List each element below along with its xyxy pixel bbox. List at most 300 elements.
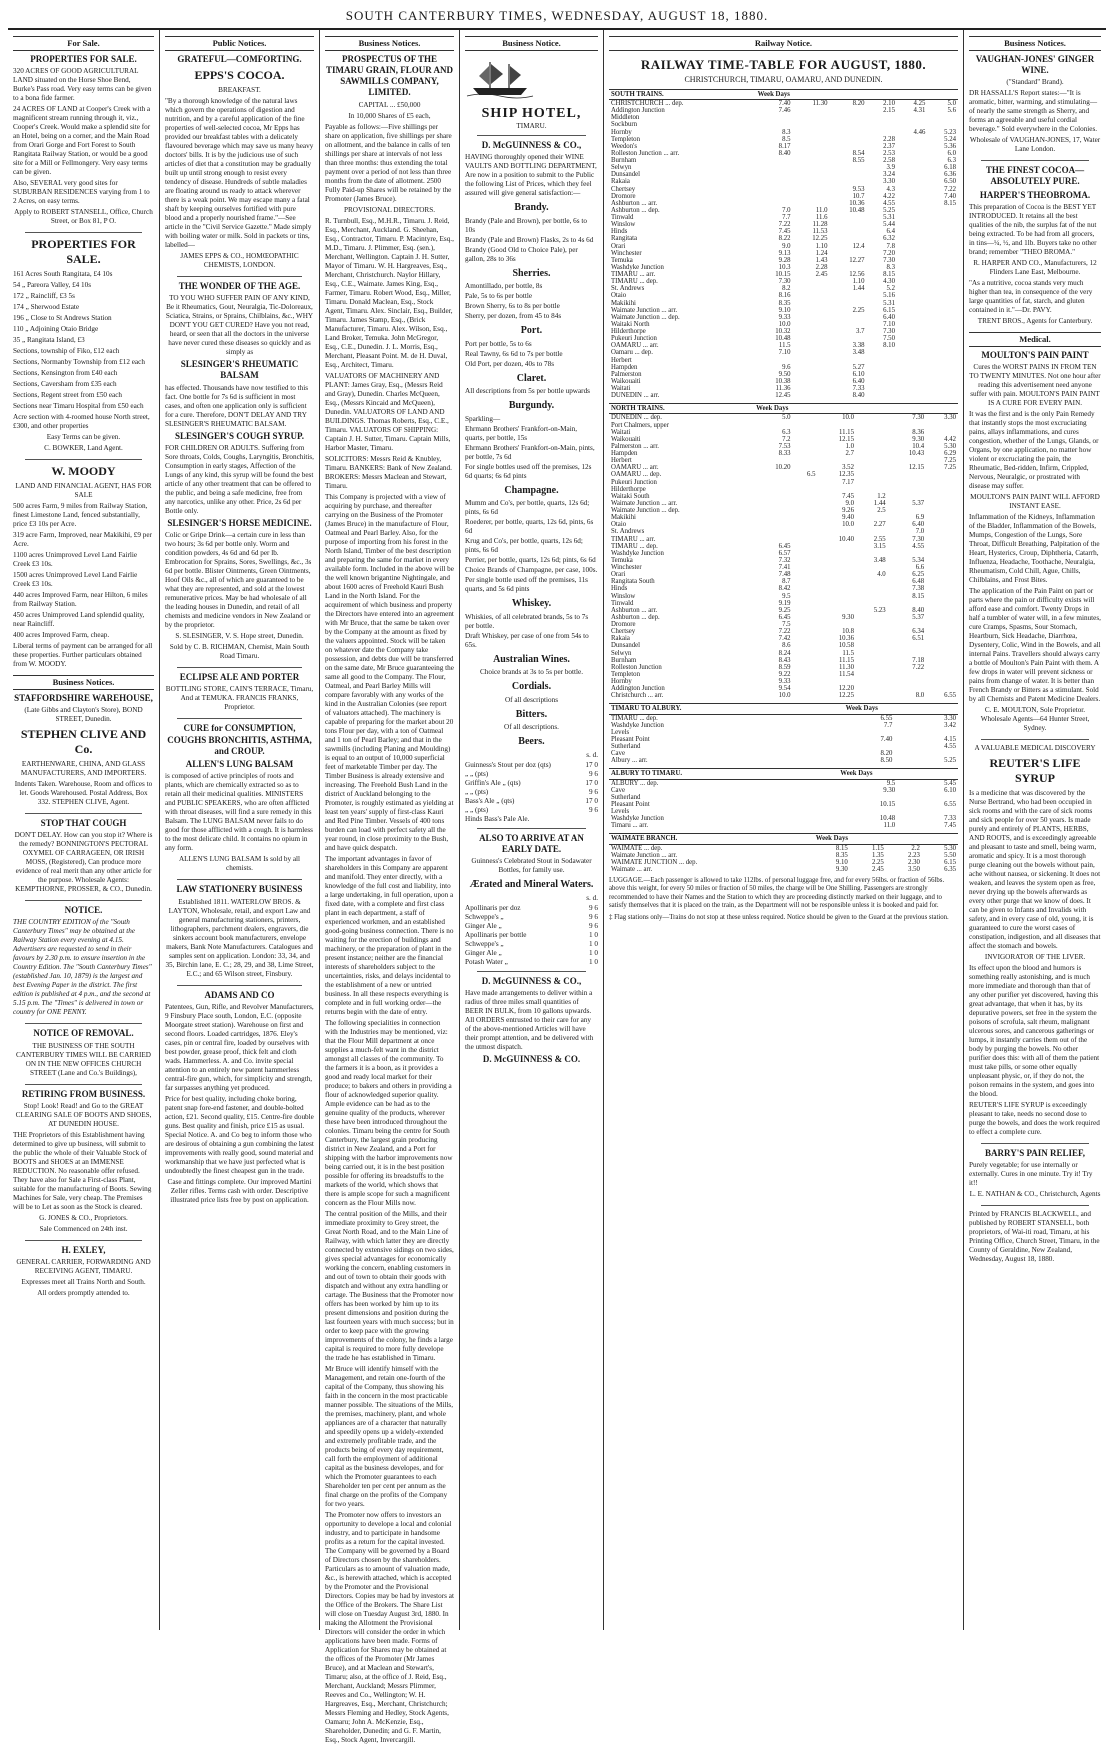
- train-time: [793, 464, 818, 471]
- train-time: [856, 635, 888, 642]
- section-header: Business Notices.: [325, 36, 454, 51]
- train-time: 10.48: [775, 335, 791, 343]
- train-time: 10.7: [852, 192, 865, 200]
- train-time: 6.9: [915, 514, 925, 522]
- train-time: [756, 178, 793, 185]
- albury-timaru-body: [609, 779, 958, 829]
- train-time: [897, 328, 927, 335]
- station-name: Christchurch ... arr.: [611, 692, 664, 700]
- ad-title: RETIRING FROM BUSINESS.: [21, 1088, 146, 1099]
- list-item: 400 acres Improved Farm, cheap.: [13, 630, 110, 639]
- train-time: [926, 628, 958, 635]
- train-time: [897, 250, 927, 257]
- train-time: 3.7: [856, 328, 865, 335]
- price-item: Brandy (Pale and Brown) Flasks, 2s to 4s 6d: [465, 235, 594, 244]
- ad-text: ALLEN'S LUNG BALSAM Is sold by all chemists.: [178, 855, 301, 873]
- train-time: 9.10: [835, 858, 848, 866]
- price-section-title: Sherries.: [512, 267, 551, 279]
- train-time: [888, 507, 926, 514]
- table-row: [609, 521, 958, 528]
- ad-text: Stop! Look! Read! and Go to the GREAT CLEARING SALE OF BOOTS AND SHOES, AT DUNEDIN HOUSE.: [15, 1101, 152, 1128]
- station-name: TIMARU ... arr.: [611, 271, 656, 278]
- station-name: Waitati: [611, 385, 631, 392]
- price-name: Apollinaris per doz: [465, 903, 521, 912]
- train-time: [754, 457, 792, 464]
- train-time: [888, 486, 926, 493]
- train-time: [818, 621, 856, 628]
- train-time: [793, 600, 818, 607]
- train-time: [897, 285, 927, 292]
- train-time: 3.52: [842, 464, 854, 472]
- section-header: Public Notices.: [165, 36, 314, 51]
- table-header: SOUTH TRAINS.: [609, 89, 756, 99]
- price-item: Mumm and Co's, per bottle, quarts, 12s 6d; pints, 6s 6d: [465, 499, 590, 517]
- train-time: 12.25: [812, 235, 828, 243]
- ad-text: Sold by C. B. RICHMAN, Chemist, Main South Road Timaru.: [169, 643, 310, 661]
- train-time: [926, 607, 958, 614]
- train-time: [888, 457, 926, 464]
- train-time: [897, 278, 927, 285]
- train-time: [856, 443, 888, 450]
- train-time: [754, 521, 792, 528]
- station-name: Sutherland: [611, 793, 641, 801]
- train-time: [897, 822, 909, 829]
- station-name: Addington Junction: [611, 685, 665, 693]
- train-time: [844, 729, 895, 736]
- train-time: [888, 471, 926, 478]
- table-row: [609, 528, 958, 535]
- train-time: 12.15: [908, 464, 925, 472]
- section-header: Business Notices.: [969, 36, 1101, 51]
- train-time: [927, 392, 958, 399]
- station-name: Hampden: [611, 363, 638, 371]
- train-time: [793, 514, 818, 521]
- train-time: 10.15: [775, 271, 791, 278]
- price-item: Per single bottle used off the premises, 11s quarts, and 5s 6d pints: [465, 576, 588, 594]
- train-time: 9.33: [778, 313, 791, 321]
- train-time: [926, 429, 958, 436]
- table-row: [609, 779, 958, 787]
- ad-text: This Company is projected with a view of acquiring by purchase, and thereafter carrying on the Business of the Promoter (James Bruce) in the manufacture of Flour, Oatmeal and Pearl Barley. Also, for the purpose of importing from his forest in the North Island, Timber of the best description and preparing the same for market in every available form. Included in the above will be the well known brigantine Nightingale, and about 1600 acres of Freehold Kauri Bush Land in the North Island. For the acquirement of which business and property the Directors have entered into an agreement with Mr Bruce, that the same be taken over by the Company at the amount as fixed by the valuers appointed. Stock will be taken on whatever date the Company take possession, and debts due will be transferred on the same date, Mr Bruce guaranteeing the same all good to the Company. The Flour, Oatmeal, and Pearl Barley Mills will compare favorably with any works of the kind in the Australian Colonies (see report of valuators attached). The machinery is capable of preparing for the market about 20 tons Flour per day, with a ton of Oatmeal and 1 ton of Pearl Barley; and that in the sawmills (including Planing and Moulding) is equal to an output of 10,000 superficial feet of marketable Timber per day. The Timber Business is already extensive and increasing. The Freehold Bush Land in the district of Auckland belonging to the Promoter, is roughly estimated as yielding at least ten years' supply of first-class Kauri and Red Pine Timber. Vessels of 400 tons burden can load with perfect safety all the year round, in close proximity to the Bush, and have quick despatch.: [325, 492, 454, 852]
- train-time: 9.30: [842, 613, 854, 621]
- ad-text: Established 1811. WATERLOW BROS. & LAYTON, Wholesale, retail, and export Law and general manufacturing stationers, printers, lithographers, parchment dealers, engravers, die sinkers account book manufacturers, envelope makers, Bank Note Manufacturers. Catalogues and samples sent on application. London: 33, 34, and 35, Birchin lane, E. C.; 28, 29, and 38, Lime Street, E.C.; and 65 Wilson street, Finsbury.: [165, 897, 314, 978]
- price-section-title: Brandy.: [514, 202, 549, 214]
- train-time: 10.20: [775, 464, 791, 472]
- train-time: 7.30: [883, 256, 895, 264]
- table-row: [609, 314, 958, 321]
- ad-theobroma: [969, 165, 1101, 326]
- train-time: 6.10: [944, 786, 956, 794]
- price-row: [465, 913, 598, 922]
- train-time: 2.25: [871, 858, 884, 866]
- train-time: 1.44: [873, 499, 886, 507]
- station-name: Templeton: [611, 135, 640, 143]
- column-business-medical: [964, 30, 1106, 1630]
- train-time: [793, 614, 818, 621]
- station-name: Palmerston: [611, 370, 642, 378]
- timetable-subtitle: CHRISTCHURCH, TIMARU, OAMARU, AND DUNEDIN.: [684, 74, 883, 84]
- train-time: [927, 385, 958, 392]
- train-time: 3.30: [944, 714, 956, 722]
- price-name: Bass's Ale „ (qts): [465, 796, 515, 805]
- train-time: [926, 422, 958, 429]
- price-item: Choice Brands of Champagne, per case, 100s.: [465, 566, 598, 575]
- divider: [177, 667, 302, 668]
- train-time: [793, 422, 818, 429]
- train-time: [897, 121, 927, 128]
- table-row: [609, 436, 958, 443]
- train-time: [793, 121, 830, 128]
- train-time: 7.30: [883, 328, 895, 335]
- list-item: 161 Acres South Rangitata, £4 10s: [13, 269, 113, 278]
- station-name: DUNEDIN ... arr.: [611, 392, 660, 400]
- train-time: 1.43: [815, 256, 828, 264]
- train-time: 2.7: [845, 450, 854, 457]
- list-item: Sections, Regent street from £50 each: [13, 390, 122, 399]
- list-item: 172 „ Raincliff, £3 5s: [13, 291, 75, 300]
- train-time: 7.46: [778, 107, 791, 115]
- station-name: Burnham: [611, 656, 637, 664]
- table-row: [609, 486, 958, 493]
- price-row: [465, 958, 598, 967]
- ad-title: STAFFORDSHIRE WAREHOUSE,: [14, 692, 153, 703]
- station-name: Levels: [611, 728, 630, 736]
- train-time: 7.10: [778, 349, 791, 357]
- price-item: Choice brands at 3s to 5s per bottle.: [479, 668, 583, 677]
- ad-title: W. MOODY: [51, 463, 116, 478]
- price-section-title: Cordials.: [511, 681, 552, 693]
- list-item: 500 acres Farm, 9 miles from Railway Station, finest Limestone Land, fenced substantially, price £3 10s per Acre.: [13, 501, 148, 528]
- ad-name: STEPHEN CLIVE AND Co.: [20, 726, 147, 756]
- train-time: [756, 171, 793, 178]
- train-time: [856, 585, 888, 592]
- divider: [981, 1205, 1089, 1206]
- table-row: [609, 100, 958, 108]
- list-item: 54 „ Pareora Valley, £4 10s: [13, 280, 92, 289]
- hotel-town: TIMARU.: [516, 122, 547, 131]
- station-name: Rakaia: [611, 635, 630, 643]
- train-time: 2.30: [908, 858, 920, 866]
- ad-text: THE Proprietors of this Establishment having determined to give up business, will submit to the public the whole of their Valuable Stock of BOOTS and SHOES at an IMMENSE REDUCTION. No reasonable offer refused. They have also for Sale a First-class Plant, suitable for the manufacturing of Boots. Sewing Machines for Sale, very cheap. The Premises will be to Let as soon as the Stock is cleared.: [13, 1130, 152, 1211]
- train-time: [793, 607, 818, 614]
- train-time: [856, 471, 888, 478]
- train-time: [897, 164, 927, 171]
- train-time: 10.3: [778, 263, 791, 271]
- train-time: [830, 264, 867, 271]
- train-time: [756, 357, 793, 364]
- ad-text: This preparation of Cocoa is the BEST YET INTRODUCED. It retains all the best qualities of the nib, the surplus fat of the nut being extracted. To be had from all grocers, in tins—¼, ½, and 1lb. Buyers take no other brand; remember "THEO BROMA.": [969, 202, 1097, 256]
- table-header: Week Days: [844, 704, 958, 714]
- train-time: 3.48: [873, 556, 886, 564]
- train-time: [793, 657, 818, 664]
- train-time: [927, 257, 958, 264]
- train-time: [793, 371, 830, 378]
- train-time: [856, 550, 888, 557]
- table-row: [609, 471, 958, 478]
- train-time: [897, 787, 909, 794]
- train-time: 6.0: [947, 149, 956, 157]
- train-time: 2.58: [883, 157, 895, 164]
- ad-text: EARTHENWARE, CHINA, AND GLASS MANUFACTURERS, AND IMPORTERS.: [20, 759, 147, 777]
- north-trains-table: [609, 403, 958, 699]
- train-time: [830, 292, 867, 299]
- list-item: 196 „ Close to St Andrews Station: [13, 313, 112, 322]
- train-time: 10.36: [849, 199, 865, 207]
- table-row: [609, 321, 958, 328]
- train-time: 6.36: [944, 171, 956, 179]
- table-row: [609, 628, 958, 635]
- train-time: 1.15: [871, 844, 884, 852]
- price-item: Perrier, per bottle, quarts, 12s 6d; pints, 6s 6d: [465, 556, 596, 565]
- table-header: Week Days: [756, 89, 958, 99]
- hotel-name: SHIP HOTEL,: [481, 105, 582, 121]
- price-section-title: Port.: [520, 325, 543, 337]
- train-time: [897, 186, 927, 193]
- divider: [25, 459, 142, 460]
- table-row: [609, 808, 958, 815]
- station-name: Makikihi: [611, 299, 636, 307]
- train-time: [927, 235, 958, 242]
- train-time: 9.19: [778, 599, 791, 607]
- train-time: [818, 600, 856, 607]
- table-row: [609, 328, 958, 335]
- ad-text: REUTER'S LIFE SYRUP is exceedingly pleasant to take, needs no second dose to purge the bowels, and does the work required to effect a complete cure.: [969, 1100, 1100, 1136]
- ad-text: Expresses meet all Trains North and South.: [21, 1278, 146, 1286]
- train-time: 1.35: [871, 851, 884, 859]
- station-name: Palmerston ... arr.: [611, 442, 659, 450]
- train-time: 11.6: [815, 214, 828, 221]
- train-time: 8.15: [835, 844, 848, 852]
- train-time: [793, 621, 818, 628]
- ad-text: 24 ACRES OF LAND at Cooper's Creek with a magnificent stream running through it, viz., Cooper's Creek. Would make a splendid site for an Hotel, being on a corner, and the Main Road from Orari Gorge and Fort Forest to South Rangitata Railway Station, or would be a good site for a Mill or Fellmongery. Very easy terms can be given.: [13, 104, 151, 176]
- train-time: [830, 214, 867, 221]
- train-time: [927, 207, 958, 214]
- train-time: 6.6: [915, 564, 925, 571]
- list-item: Sections, Normanby Township from £12 each: [13, 357, 145, 366]
- train-time: [897, 243, 927, 250]
- ad-title: PROPERTIES FOR SALE.: [30, 53, 137, 64]
- ad-name: REUTER'S LIFE SYRUP: [989, 755, 1081, 785]
- train-time: [888, 493, 926, 500]
- ad-text: Easy Terms can be given.: [46, 432, 121, 441]
- price-name: Griffin's Ale „ (qts): [465, 778, 521, 787]
- train-time: [926, 550, 958, 557]
- table-row: [609, 392, 958, 399]
- station-name: TIMARU ... arr.: [611, 535, 656, 543]
- train-time: [897, 143, 927, 150]
- train-time: [856, 600, 888, 607]
- train-time: 9.30: [912, 435, 925, 443]
- train-time: [793, 107, 830, 114]
- ad-title: ECLIPSE ALE AND PORTER: [179, 672, 300, 683]
- table-row: [609, 157, 958, 164]
- ad-title: PROSPECTUS OF THE TIMARU GRAIN, FLOUR AND SAWMILLS COMPANY, LIMITED.: [325, 53, 453, 98]
- train-time: [856, 422, 888, 429]
- train-time: [888, 550, 926, 557]
- table-header: Week Days: [814, 834, 958, 844]
- train-time: [907, 750, 958, 757]
- price-item: Of all descriptions.: [504, 723, 559, 732]
- train-time: [754, 479, 792, 486]
- price-name: Potash Water „: [465, 957, 508, 966]
- table-row: [609, 257, 958, 264]
- station-name: Dunsandel: [611, 171, 641, 179]
- train-time: 9.33: [778, 678, 791, 685]
- train-time: 5.23: [944, 128, 956, 136]
- list-item: 174 „ Sherwood Estate: [13, 302, 80, 311]
- train-time: 10.48: [849, 206, 865, 214]
- ad-title: LAW STATIONERY BUSINESS: [176, 884, 303, 895]
- train-time: 8.0: [915, 692, 925, 700]
- train-time: [897, 349, 927, 356]
- ad-name: HARPER'S THEOBROMA.: [979, 189, 1091, 200]
- train-time: [793, 300, 830, 307]
- ad-title: NOTICE OF REMOVAL.: [33, 1028, 134, 1039]
- price-value: 9 6: [589, 805, 598, 814]
- train-time: [830, 314, 867, 321]
- train-time: [793, 200, 830, 207]
- train-time: 6.3: [782, 428, 791, 436]
- train-time: 5.0: [947, 100, 956, 107]
- station-name: Addington Junction: [611, 107, 665, 115]
- station-name: Hilderthorpe: [611, 328, 646, 335]
- train-time: [927, 357, 958, 364]
- train-time: [856, 464, 888, 471]
- train-time: 8.35: [835, 851, 848, 859]
- train-time: 8.40: [778, 149, 791, 157]
- train-time: [867, 129, 897, 136]
- train-time: [897, 801, 909, 808]
- price-section-title: Claret.: [516, 372, 547, 384]
- station-name: St. Andrews: [611, 285, 645, 293]
- train-time: 11.54: [838, 670, 854, 678]
- train-time: [793, 692, 818, 699]
- station-name: ALBURY ... dep.: [611, 779, 659, 787]
- station-name: Middleton: [611, 114, 640, 122]
- ad-text: TO YOU WHO SUFFER PAIN OF ANY KIND, Be it Rheumatics, Gout, Neuralgia, Tic-Doloreaux, Sciatica, Strains, or Sprains, Chilblains, &c., WHY DON'T YOU GET CURED? Have you not read, heard, or seen that all the doctors in the universe have never cured these diseases so quickly and as simply as: [165, 294, 314, 357]
- table-row: [609, 150, 958, 157]
- train-time: 1.0: [845, 442, 854, 450]
- train-time: 2.10: [883, 100, 895, 107]
- ad-retiring: [13, 1089, 154, 1234]
- train-time: [793, 164, 830, 171]
- train-time: [926, 471, 958, 478]
- train-time: [927, 342, 958, 349]
- station-name: Ashburton ... arr.: [611, 199, 658, 207]
- price-value: 17 0: [585, 796, 598, 805]
- ad-title: THE FINEST COCOA—ABSOLUTELY PURE.: [985, 165, 1085, 187]
- train-time: [756, 114, 793, 121]
- train-time: 7.42: [778, 635, 791, 643]
- train-time: [926, 479, 958, 486]
- table-row: [609, 500, 958, 507]
- train-time: [926, 650, 958, 657]
- train-time: [926, 642, 958, 649]
- train-time: 8.6: [782, 642, 791, 650]
- station-name: Waikouaiti: [611, 435, 641, 443]
- section-header: Medical.: [969, 332, 1101, 347]
- train-time: 8.54: [852, 149, 865, 157]
- ad-text: R. Turnbull, Esq., M.H.R., Timaru. J. Reid, Esq., Merchant, Auckland. G. Sheehan, Esq., Contractor, Timaru. P. Macintyre, Esq., M.D., Timaru. J. Plimmer, Esq. (sen.), Merchant, Wellington. Captain J. H. Sutter, Mayor of Timaru. W. H. Hargreaves, Esq., Merchant, Christchurch. Naylor Hillary, Esq., C.E., Waimate. James King, Esq., Farmer, Timaru. Robert Wood, Esq., Miller, Timaru. Donald Maclean, Esq., Stock Agent, Timaru. Alex. Sinclair, Esq., Builder, Timaru. James Stamp, Esq., (Brick Manufacturer, Timaru. Alex. Wilson, Esq., Land Broker, Temuka. John McGregor, Esq., C.E., Dunedin. J. L. Morris, Esq., Merchant, Pleasant Point. M. de H. Duval, Esq., Architect, Timaru.: [325, 216, 454, 369]
- price-name: Ginger Ale „: [465, 948, 502, 957]
- train-time: [830, 321, 867, 328]
- ad-text: Mr Bruce will identify himself with the Management, and retain one-fourth of the capital of the Company, thus showing his faith in the concern in the most practicable manner possible. The situations of the Mills, the premises, machinery, plant, and whole appliances are of a character that naturally and speedily opens up a widely-extended and extremely profitable trade, and the products being of every day requirement, call forth the employment of additional capital as the business developes, and for which the Promoter guarantees to each Shareholder ten per cent per annum as the final charge on the profits of the Company for two years.: [325, 1364, 454, 1508]
- list-item: 1500 acres Unimproved Level Land Fairlie Creek £3 10s.: [13, 570, 138, 588]
- train-time: [897, 271, 927, 278]
- table-row: [609, 414, 958, 422]
- train-time: [793, 292, 830, 299]
- ad-signature: S. SLESINGER, V. S. Hope street, Dunedin.: [175, 632, 304, 641]
- train-time: 7.7: [883, 721, 893, 729]
- table-row: [609, 578, 958, 585]
- station-name: Waikouaiti: [611, 377, 641, 385]
- station-name: Hinds: [611, 228, 628, 236]
- train-time: 5.44: [883, 221, 895, 229]
- train-time: [793, 450, 818, 457]
- train-time: [897, 214, 927, 221]
- train-time: 10.4: [912, 442, 925, 450]
- train-time: [856, 436, 888, 443]
- train-time: [830, 250, 867, 257]
- ad-title: BARRY'S PAIN RELIEF,: [985, 1147, 1085, 1158]
- train-time: 4.55: [944, 743, 956, 750]
- station-name: Selwyn: [611, 164, 632, 172]
- train-time: 12.15: [838, 435, 854, 443]
- train-time: [756, 193, 793, 200]
- train-time: [926, 635, 958, 642]
- divider: [177, 985, 302, 986]
- ad-text: It was the first and is the only Pain Remedy that instantly stops the most excruciating pains, allays inflammations, and cures congestion, whether of the Lungs, Glands, or Organs, by one application, no matter how violent or excruciating the pain, the Rheumatic, Bed-ridden, Infirm, Crippled, Nervous, Neuralgic, or prostrated with disease may suffer.: [969, 409, 1099, 490]
- ad-subtitle: PROVISIONAL DIRECTORS.: [343, 205, 436, 214]
- ad-bowker-properties: [13, 237, 154, 453]
- train-time: [756, 121, 793, 128]
- station-name: Templeton: [611, 670, 640, 678]
- train-time: 4.31: [913, 107, 926, 115]
- ad-subtitle: INVIGORATOR OF THE LIVER.: [984, 952, 1086, 961]
- ad-text: Purely vegetable; for use internally or externally. Cures in one minute. Try it! Try it!!: [969, 1161, 1093, 1187]
- train-time: 10.0: [778, 320, 791, 328]
- price-value: 9 6: [589, 769, 598, 778]
- train-time: 8.7: [782, 578, 791, 586]
- train-time: [830, 129, 867, 136]
- table-row: [609, 450, 958, 457]
- table-row: [609, 714, 958, 722]
- table-row: [609, 178, 958, 185]
- divider: [981, 739, 1089, 740]
- train-time: 8.3: [886, 263, 895, 271]
- train-time: 3.24: [883, 171, 895, 179]
- price-value: 17 0: [585, 778, 598, 787]
- ad-signature: C. BOWKER, Land Agent.: [44, 443, 123, 452]
- station-name: Waimate Junction ... arr.: [611, 851, 678, 859]
- train-time: [894, 743, 907, 750]
- train-time: [927, 371, 958, 378]
- station-name: OAMARU ... arr.: [611, 464, 659, 472]
- table-row: [609, 557, 958, 564]
- train-time: [897, 392, 927, 399]
- ad-text: Patentees, Gun, Rifle, and Revolver Manufacturers, 9 Finsbury Place south, London, E.C. (opposite Moorgate street station). Warehouse on first and second floors. Loaded cartridges, 1876. Eley's cases, pin or central fire, loaded by ourselves with best powder, grease proof, thick felt and cloth wads. Hammerless. A. and Co. invite special attention to an entirely new patent hammerless central-fire gun, which, for simplicity and strength, far surpasses anything yet produced.: [165, 1002, 314, 1092]
- divider: [177, 879, 302, 880]
- train-time: 6.3: [947, 157, 956, 164]
- ad-signature: TRENT BROS., Agents for Canterbury.: [977, 316, 1093, 325]
- train-time: 11.0: [883, 822, 896, 830]
- table-row: [609, 335, 958, 342]
- train-time: [818, 578, 856, 585]
- train-time: [830, 357, 867, 364]
- train-time: [926, 528, 958, 535]
- train-time: 3.30: [944, 414, 956, 422]
- ad-subtitle: LAND AND FINANCIAL AGENT, HAS FOR SALE: [15, 481, 152, 499]
